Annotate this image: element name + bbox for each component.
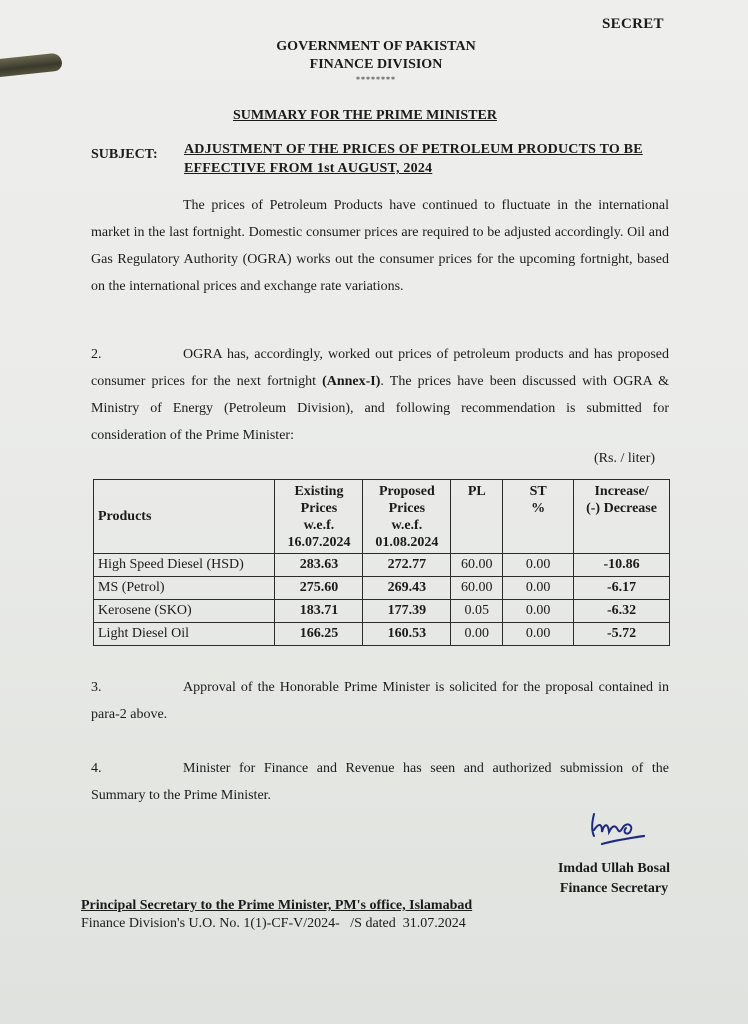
col-header-pl: PL [451,480,503,554]
table-row: Light Diesel Oil 166.25 160.53 0.00 0.00 -5.72 [94,623,670,646]
paragraph-number: 4. [91,761,102,776]
paragraph-number: 2. [91,347,102,362]
table-row: High Speed Diesel (HSD) 283.63 272.77 60.00 0.00 -10.86 [94,554,670,577]
paragraph-1: The prices of Petroleum Products have continued to fluctuate in the international market in the last fortnight. Domestic consumer prices are required to be adjusted accordingly. Oil and Gas Regulatory Authority (OGRA) works out the consumer prices for the upcoming fortnight, based on the international prices and exchange rate variations. [91,198,669,294]
header-government: GOVERNMENT OF PAKISTAN [276,39,476,54]
reference-number: Finance Division's U.O. No. 1(1)-CF-V/2024- /S dated 31.07.2024 [81,916,466,931]
signatory-block [551,859,677,899]
paragraph-number: 3. [91,680,102,695]
paragraph-3-text: Approval of the Honorable Prime Minister is solicited for the proposal contained in para-2 above. [91,680,669,722]
col-header-products: Products [94,480,275,554]
col-header-change: Increase/ (-) Decrease [574,480,670,554]
paragraph-2-text-b: . The prices have been discussed with OGRA & Ministry of Energy (Petroleum Division), and following recommendation is submitted for consideration of the Prime Minister: [91,374,669,443]
table-row: Kerosene (SKO) 183.71 177.39 0.05 0.00 -6.32 [94,600,670,623]
price-table [93,479,670,646]
document-title: SUMMARY FOR THE PRIME MINISTER [233,108,497,123]
table-row: MS (Petrol) 275.60 269.43 60.00 0.00 -6.17 [94,577,670,600]
paragraph-3 [91,674,669,728]
unit-note: (Rs. / liter) [594,451,656,466]
annex-reference: (Annex-I) [322,374,381,389]
addressee: Principal Secretary to the Prime Minister, PM's office, Islamabad [81,898,473,913]
paragraph-2-text-a: OGRA has, accordingly, worked out prices of petroleum products and has proposed consumer prices for the next fortnight [91,347,669,389]
header-division: FINANCE DIVISION [309,57,443,72]
col-header-proposed: Proposed Prices w.e.f. 01.08.2024 [363,480,451,554]
signatory-designation: Finance Secretary [559,881,669,896]
subject-text: ADJUSTMENT OF THE PRICES OF PETROLEUM PRODUCTS TO BE EFFECTIVE FROM 1st AUGUST, 2024 [184,142,643,176]
col-header-st: ST % [503,480,574,554]
subject-label: SUBJECT: [91,147,158,162]
col-header-existing: Existing Prices w.e.f. 16.07.2024 [275,480,363,554]
classification-label: SECRET [602,16,664,32]
header-stars: ******** [356,75,396,84]
paragraph-2 [91,341,669,449]
signature-icon [582,808,662,848]
signatory-name: Imdad Ullah Bosal [557,861,671,876]
table-header-row [94,480,670,554]
paragraph-4-text: Minister for Finance and Revenue has seen and authorized submission of the Summary to the Prime Minister. [91,761,669,803]
paragraph-4 [91,755,669,809]
